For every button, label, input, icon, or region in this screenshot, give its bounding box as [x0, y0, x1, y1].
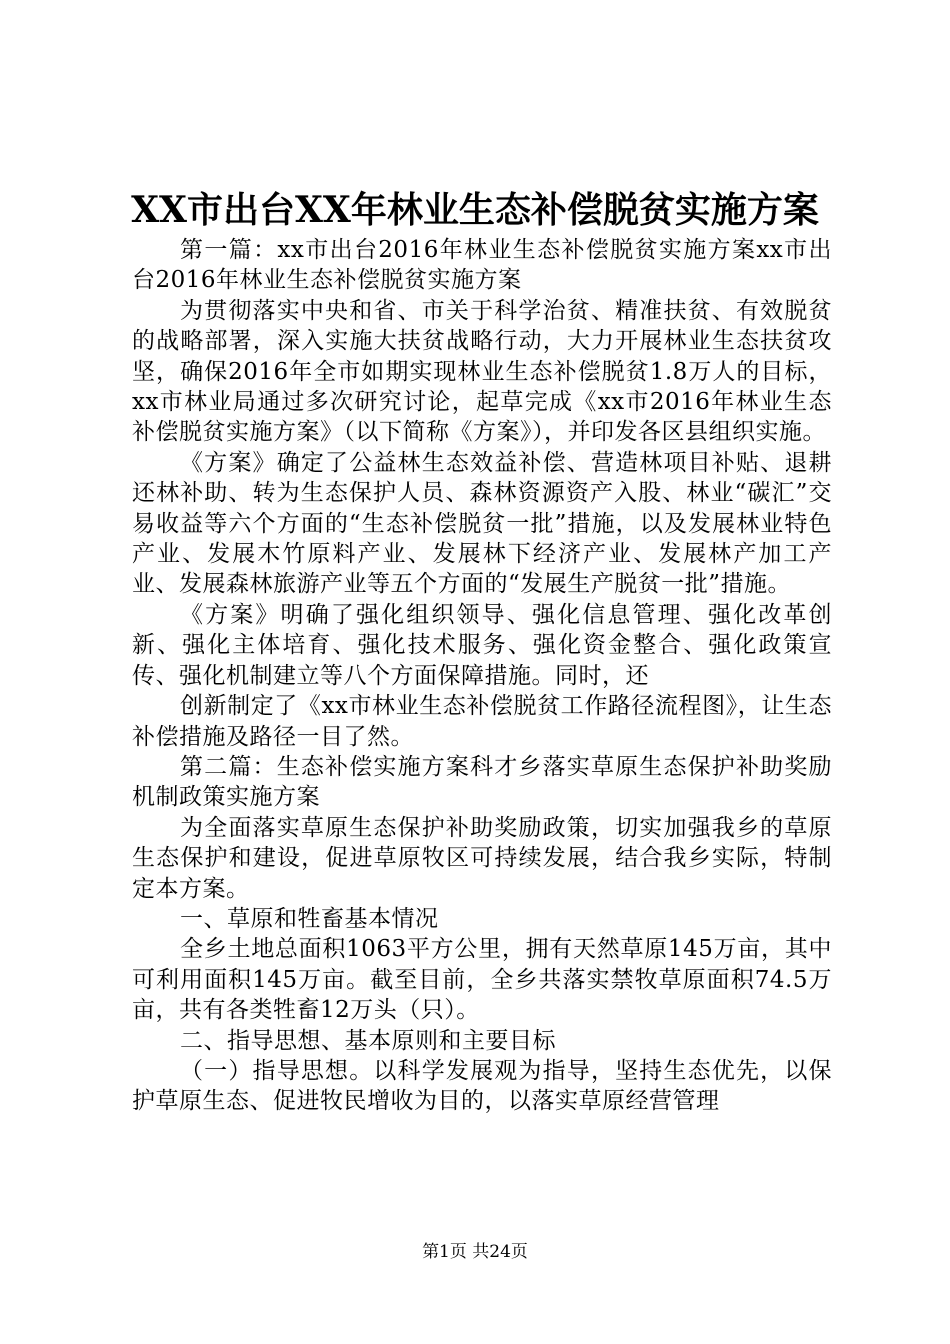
section-heading: 一、草原和牲畜基本情况 — [180, 905, 439, 932]
paragraph: 全乡土地总面积1063平方公里，拥有天然草原145万亩，其中可利用面积145万亩。截至目前，全乡共落实禁牧草原面积74.5万亩，共有各类牲畜12万头（只）。 — [132, 936, 832, 1024]
paragraph: 创新制定了《xx市林业生态补偿脱贫工作路径流程图》，让生态补偿措施及路径一目了然。 — [132, 693, 832, 750]
paragraph: （一）指导思想。以科学发展观为指导，坚持生态优先，以保护草原生态、促进牧民增收为目的，以落实草原经营管理 — [132, 1057, 832, 1115]
paragraph: 《方案》明确了强化组织领导、强化信息管理、强化改革创新、强化主体培育、强化技术服务、强化资金整合、强化政策宣传、强化机制建立等八个方面保障措施。同时，还 — [132, 601, 832, 689]
document-title: XX市出台XX年林业生态补偿脱贫实施方案 — [131, 189, 819, 231]
section-heading: 二、指导思想、基本原则和主要目标 — [180, 1027, 556, 1054]
document-body — [132, 235, 832, 1117]
paragraph: 为全面落实草原生态保护补助奖励政策，切实加强我乡的草原生态保护和建设，促进草原牧区可持续发展，结合我乡实际，特制定本方案。 — [132, 814, 832, 902]
paragraph: 为贯彻落实中央和省、市关于科学治贫、精准扶贫、有效脱贫的战略部署，深入实施大扶贫战略行动，大力开展林业生态扶贫攻坚，确保2016年全市如期实现林业生态补偿脱贫1.8万人的目标，xx市林业局通过多次研究讨论，起草完成《xx市2016年林业生态补偿脱贫实施方案》（以下简称《方案》），并印发各区县组织实施。 — [132, 297, 832, 446]
paragraph: 第二篇：生态补偿实施方案科才乡落实草原生态保护补助奖励机制政策实施方案 — [132, 753, 832, 811]
paragraph: 《方案》确定了公益林生态效益补偿、营造林项目补贴、退耕还林补助、转为生态保护人员、森林资源资产入股、林业“碳汇”交易收益等六个方面的“生态补偿脱贫一批”措施，以及发展林业特色产业、发展木竹原料产业、发展林下经济产业、发展林产加工产业、发展森林旅游产业等五个方面的“发展生产脱贫一批”措施。 — [132, 449, 832, 598]
page-number-footer: 第1页 共24页 — [422, 1242, 528, 1262]
paragraph: 第一篇：xx市出台2016年林业生态补偿脱贫实施方案xx市出台2016年林业生态补偿脱贫实施方案 — [132, 237, 832, 294]
